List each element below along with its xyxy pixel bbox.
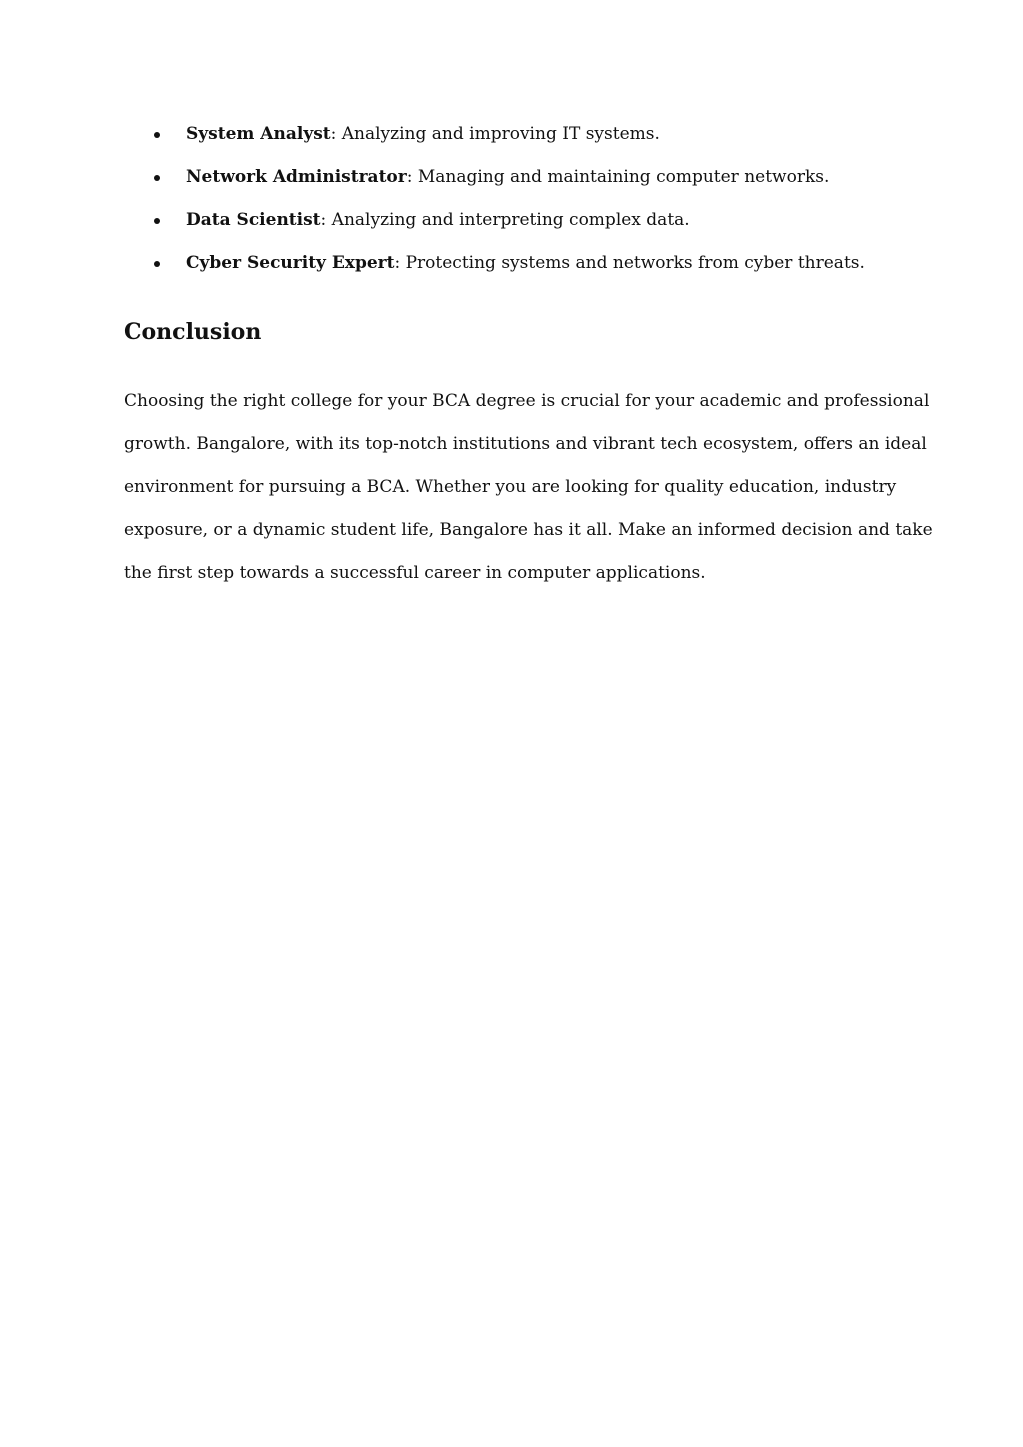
list-item-text (186, 163, 829, 191)
list-item-text (186, 120, 660, 148)
list-item-text (186, 249, 865, 277)
bullet-icon (154, 218, 160, 224)
career-description: : Analyzing and improving IT systems. (330, 124, 660, 144)
list-item (124, 163, 924, 206)
career-term: Cyber Security Expert (186, 253, 395, 273)
list-item (124, 206, 924, 249)
paragraph-line: growth. Bangalore, with its top-notch institutions and vibrant tech ecosystem, offers an ideal (124, 434, 927, 454)
career-term: Network Administrator (186, 167, 407, 187)
career-description: : Managing and maintaining computer networks. (406, 167, 830, 187)
paragraph-line: environment for pursuing a BCA. Whether you are looking for quality education, industry (124, 477, 897, 497)
list-item-text (186, 206, 690, 234)
conclusion-paragraph (124, 386, 933, 601)
bullet-icon (154, 132, 160, 138)
career-options-list (124, 120, 924, 292)
career-description: : Protecting systems and networks from cyber threats. (394, 253, 865, 273)
section-heading-conclusion: Conclusion (124, 319, 262, 345)
career-term: System Analyst (186, 124, 331, 144)
paragraph-line: exposure, or a dynamic student life, Bangalore has it all. Make an informed decision and take (124, 520, 933, 540)
paragraph-line: Choosing the right college for your BCA degree is crucial for your academic and professional (124, 391, 930, 411)
paragraph-line: the first step towards a successful career in computer applications. (124, 563, 706, 583)
bullet-icon (154, 261, 160, 267)
career-description: : Analyzing and interpreting complex data. (320, 210, 690, 230)
bullet-icon (154, 175, 160, 181)
list-item (124, 120, 924, 163)
career-term: Data Scientist (186, 210, 321, 230)
list-item (124, 249, 924, 292)
